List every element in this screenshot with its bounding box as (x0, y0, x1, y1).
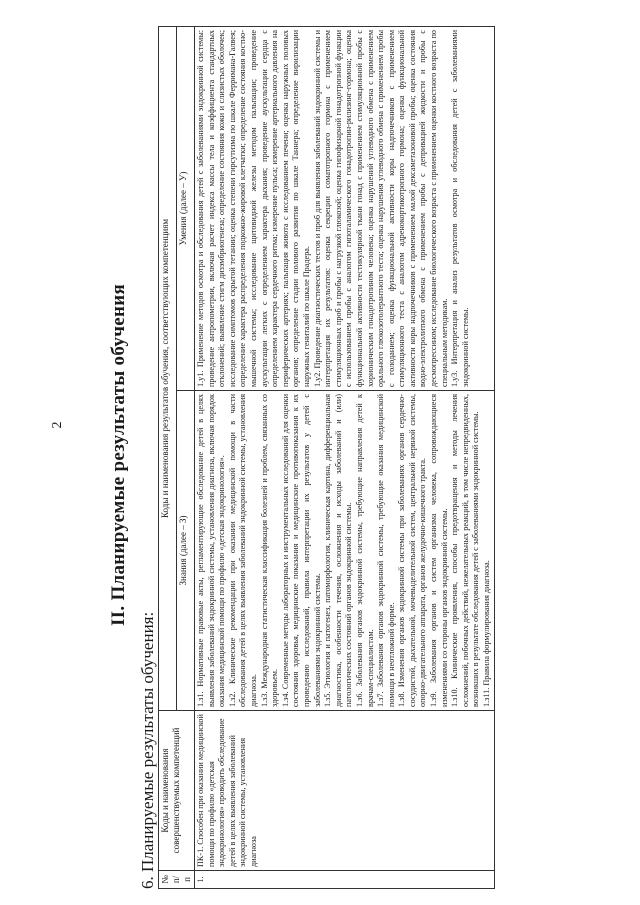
skills-cell (195, 27, 495, 391)
knowledge-item: 1.з2. Клинические рекомендации при оказании медицинской помощи в части обследования детей в целях выявления заболеваний эндокринной системы, установления диагноза. (227, 394, 258, 707)
knowledge-item: 1.з10. Клинические проявления, способы предотвращения и методы лечения осложнений, побочных действий, нежелательных реакций, в том числе непредвиденных, возникших в результате обследования детей с заболеваниями эндокринной системы. (450, 394, 481, 707)
knowledge-item: 1.з9. Заболевания органов и систем организма человека, сопровождающиеся изменениями со стороны органов эндокринной системы. (429, 394, 449, 707)
skill-item: 1.у2. Проведение диагностических тестов и проб для выявления заболеваний эндокринной системы и интерпретация их результатов: оценка секреции соматотропного гормона с применением стимуляционных проб и пробы с нагрузкой глюкозой; оценка гипофизарной гонадотропной функции с использованием пробы с аналогом гипоталамического гонадотропин-рилизинг-гормона; оценка функциональной активности тестикулярной ткани гонад с применением стимуляционной пробы с хорионическим гонадотропином человека; оценка нарушений углеводного обмена с применением орального глюкозотолерантного теста; оценка нарушения углеводного обмена с применением пробы с голоданием; оценка функциональной активности коры надпочечников с применением стимуляционного теста с аналогом адренокортикотропного гормона; оценка функциональной активности коры надпочечников с применением малой дексаметазоновой пробы; оценка состояния водно-электролитного обмена с применением пробы с депривацией жидкости и пробы с десмопрессином; исследование биологического возраста с применением оценки костного возраста по специальным методикам. (312, 30, 449, 387)
skill-item: 1.у1. Применение методов осмотра и обследования детей с заболеваниями эндокринной системы: проведение антропометрии, включая расчет индекса массы тела и коэффициента стандартных отклонений; выявление стигм дизэмбриогенеза; определение состояния кожи и слизистых оболочек; исследование симптомов скрытой тетании; оценка степени гирсутизма по шкале Ферримана-Галвея; определение характера распределения подкожно-жировой клетчатки; определение состояния костно-мышечной системы; исследование щитовидной железы методом пальпации; проведение аускультации легких с определением характера дыхания; проведение аускультации сердца с определением характера сердечного ритма; измерение пульса; измерение артериального давления на периферических артериях; пальпация живота с исследованием печени; оценка наружных половых органов; определение стадии полового развития по шкале Таннера; определение вирилизации наружных гениталий по шкале Прадера. (196, 30, 311, 387)
knowledge-item: 1.з6. Заболевания органов эндокринной системы, требующие направления детей к врачам-специалистам. (354, 394, 375, 707)
header-num: № п/п (159, 871, 195, 889)
header-knowledge: Знания (далее – З) (177, 391, 195, 711)
knowledge-item: 1.з1. Нормативные правовые акты, регламентирующие обследование детей в целях выявления заболеваний эндокринной системы, установления диагноза, включая порядок оказания медицинской помощи по профилю «детская эндокринология». (196, 394, 227, 707)
knowledge-item: 1.з8. Изменения органов эндокринной системы при заболеваниях органов сердечно-сосудистой, дыхательной, мочевыделительной систем, центральной нервной системы, опорно-двигательного аппарата, органов желудочно-кишечного тракта. (397, 394, 428, 707)
rotated-page (20, 15, 630, 895)
skill-item: 1.у3. Интерпретация и анализ результатов осмотра и обследования детей с заболеваниями эндокринной системы. (450, 30, 470, 387)
knowledge-item: 1.з5. Этиология и патогенез, патоморфология, клиническая картина, дифференциальная диагностика, особенности течения, осложнения и исходы заболеваний и (или) патологических состояний органов эндокринной системы. (323, 394, 354, 707)
header-competence: Коды и наименования совершенствуемых компетенций (159, 711, 195, 871)
knowledge-item: 1.з7. Заболевания органов эндокринной системы, требующие оказания медицинской помощи в неотложной форме. (376, 394, 396, 707)
knowledge-cell (195, 391, 495, 711)
header-skills: Умения (далее – У) (177, 27, 195, 391)
table-row (195, 27, 495, 889)
page-title: II. Планируемые результаты обучения (108, 283, 129, 627)
knowledge-item: 1.з11. Правила формулирования диагноза. (482, 560, 492, 707)
results-table (158, 26, 495, 889)
competence-cell: ПК-1. Способен при оказании медицинской помощи по профилю «детская эндокринология» проводить обследование детей в целях выявления заболеваний эндокринной системы, установления диагноза (195, 711, 495, 871)
knowledge-item: 1.з4. Современные методы лабораторных и инструментальных исследований для оценки состояния здоровья, медицинские показания и медицинские противопоказания к их проведению исследований, правила интерпретации их результатов у детей с заболеваниями эндокринной системы. (280, 394, 322, 707)
page-number: 2 (50, 421, 65, 429)
knowledge-item: 1.з3. Международная статистическая классификация болезней и проблем, связанных со здоровьем. (259, 394, 280, 707)
header-group: Коды и наименования результатов обучения, соответствующих компетенциям (159, 27, 177, 711)
section-heading: 6. Планируемые результаты обучения: (138, 611, 157, 889)
row-number: 1. (195, 871, 495, 889)
